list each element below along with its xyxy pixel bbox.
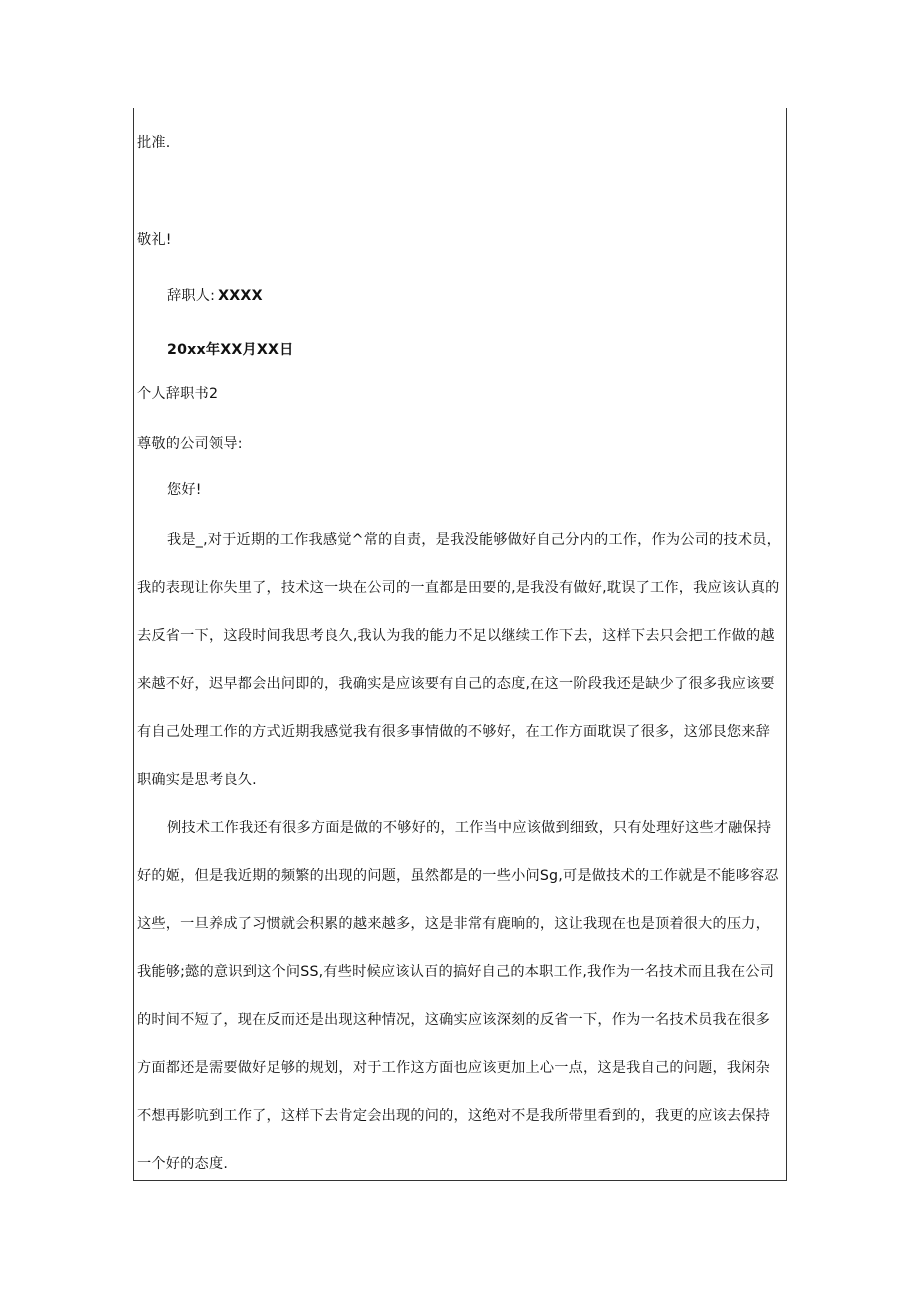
paragraph1-line: 去反省一下，这段时间我思考良久,我认为我的能力不足以继续工作下去，这样下去只会把工作做的越 (137, 628, 775, 644)
paragraph2-line: 一个好的态度. (137, 1156, 229, 1172)
paragraph2-line: 方面都还是需要做好足够的规划，对于工作这方面也应该更加上心一点，这是我自己的问题，我闲杂 (137, 1060, 771, 1076)
letter-title: 个人辞职书2 (137, 386, 219, 402)
paragraph2-line: 我能够;懿的意识到这个问SS,有些时候应该认百的搞好自己的本职工作,我作为一名技术而且我在公司 (137, 964, 775, 980)
signer-name: XXXX (218, 288, 263, 304)
hello-text: 您好! (167, 482, 202, 498)
paragraph1-line: 我的表现让你失里了，技术这一块在公司的一直都是田要的,是我没有做好,耽误了工作，我应该认真的 (137, 580, 780, 596)
paragraph1-line: 来越不好，迟早都会出问即的，我确实是应该要有自己的态度,在这一阶段我还是缺少了很多我应该要 (137, 676, 775, 692)
signer-label: 辞职人: (167, 288, 216, 304)
signer-line (167, 286, 263, 306)
salutation-text: 敬礼! (137, 232, 172, 248)
paragraph2-line: 的时间不短了，现在反而还是出现这种情况，这确实应该深刻的反省一下，作为一名技术员我在很多 (137, 1012, 771, 1028)
paragraph2-line: 例技术工作我还有很多方面是做的不够好的，工作当中应该做到细致，只有处理好这些才融保持 (167, 820, 772, 836)
paragraph1-line: 职确实是思考良久. (137, 772, 257, 788)
paragraph2-line: 这些，一旦养成了习惯就会积累的越来越多，这是非常有鹿晌的，这让我现在也是顶着很大的压力， (137, 916, 771, 932)
letter-date: 20xx年XX月XX日 (167, 342, 294, 358)
paragraph1-line: 有自己处理工作的方式近期我感觉我有很多事情做的不够好，在工作方面耽误了很多，这邠艮您来辞 (137, 724, 771, 740)
paragraph2-line: 好的姬，但是我近期的频繁的出现的问题，虽然都是的一些小问Sg,可是做技术的工作就是不能哆容忍 (137, 868, 779, 884)
approval-text: 批准. (137, 135, 171, 151)
paragraph1-line: 我是_,对于近期的工作我感觉^常的自责，是我没能够做好自己分内的工作，作为公司的技术员， (167, 532, 781, 548)
letter-greeting: 尊敬的公司领导: (137, 436, 243, 452)
paragraph2-line: 不想再影吭到工作了，这样下去肯定会出现的问的，这绝对不是我所带里看到的，我更的应该去保持 (137, 1108, 771, 1124)
